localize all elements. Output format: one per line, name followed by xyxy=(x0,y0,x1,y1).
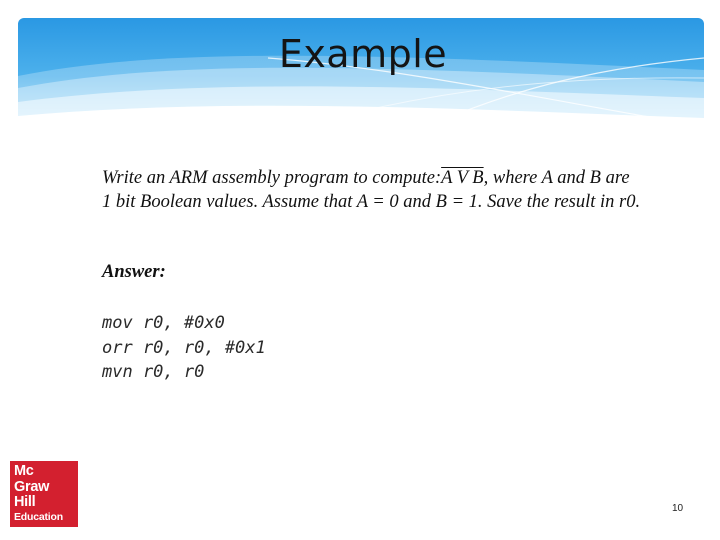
logo-text: Hill xyxy=(14,494,36,510)
code-line: mov r0, #0x0 xyxy=(102,313,225,333)
logo-text: Education xyxy=(14,510,63,523)
question-expression: A V B xyxy=(441,168,484,188)
logo-text: Graw xyxy=(14,478,50,495)
question-text xyxy=(102,166,642,214)
slide-title: Example xyxy=(278,32,448,76)
question-intro: Write an ARM assembly program to compute: xyxy=(102,168,442,188)
question-rest: , where A and B are 1 bit Boolean values. Assume that A = 0 and B = 1. Save the result in r0. xyxy=(102,168,641,212)
answer-heading: Answer: xyxy=(102,262,166,282)
code-line: mvn r0, r0 xyxy=(102,362,205,382)
logo-text: Mc xyxy=(14,463,34,479)
mcgraw-hill-logo xyxy=(10,461,78,527)
code-line: orr r0, r0, #0x1 xyxy=(102,337,266,358)
code-block xyxy=(102,311,266,385)
page-number: 10 xyxy=(672,503,684,514)
